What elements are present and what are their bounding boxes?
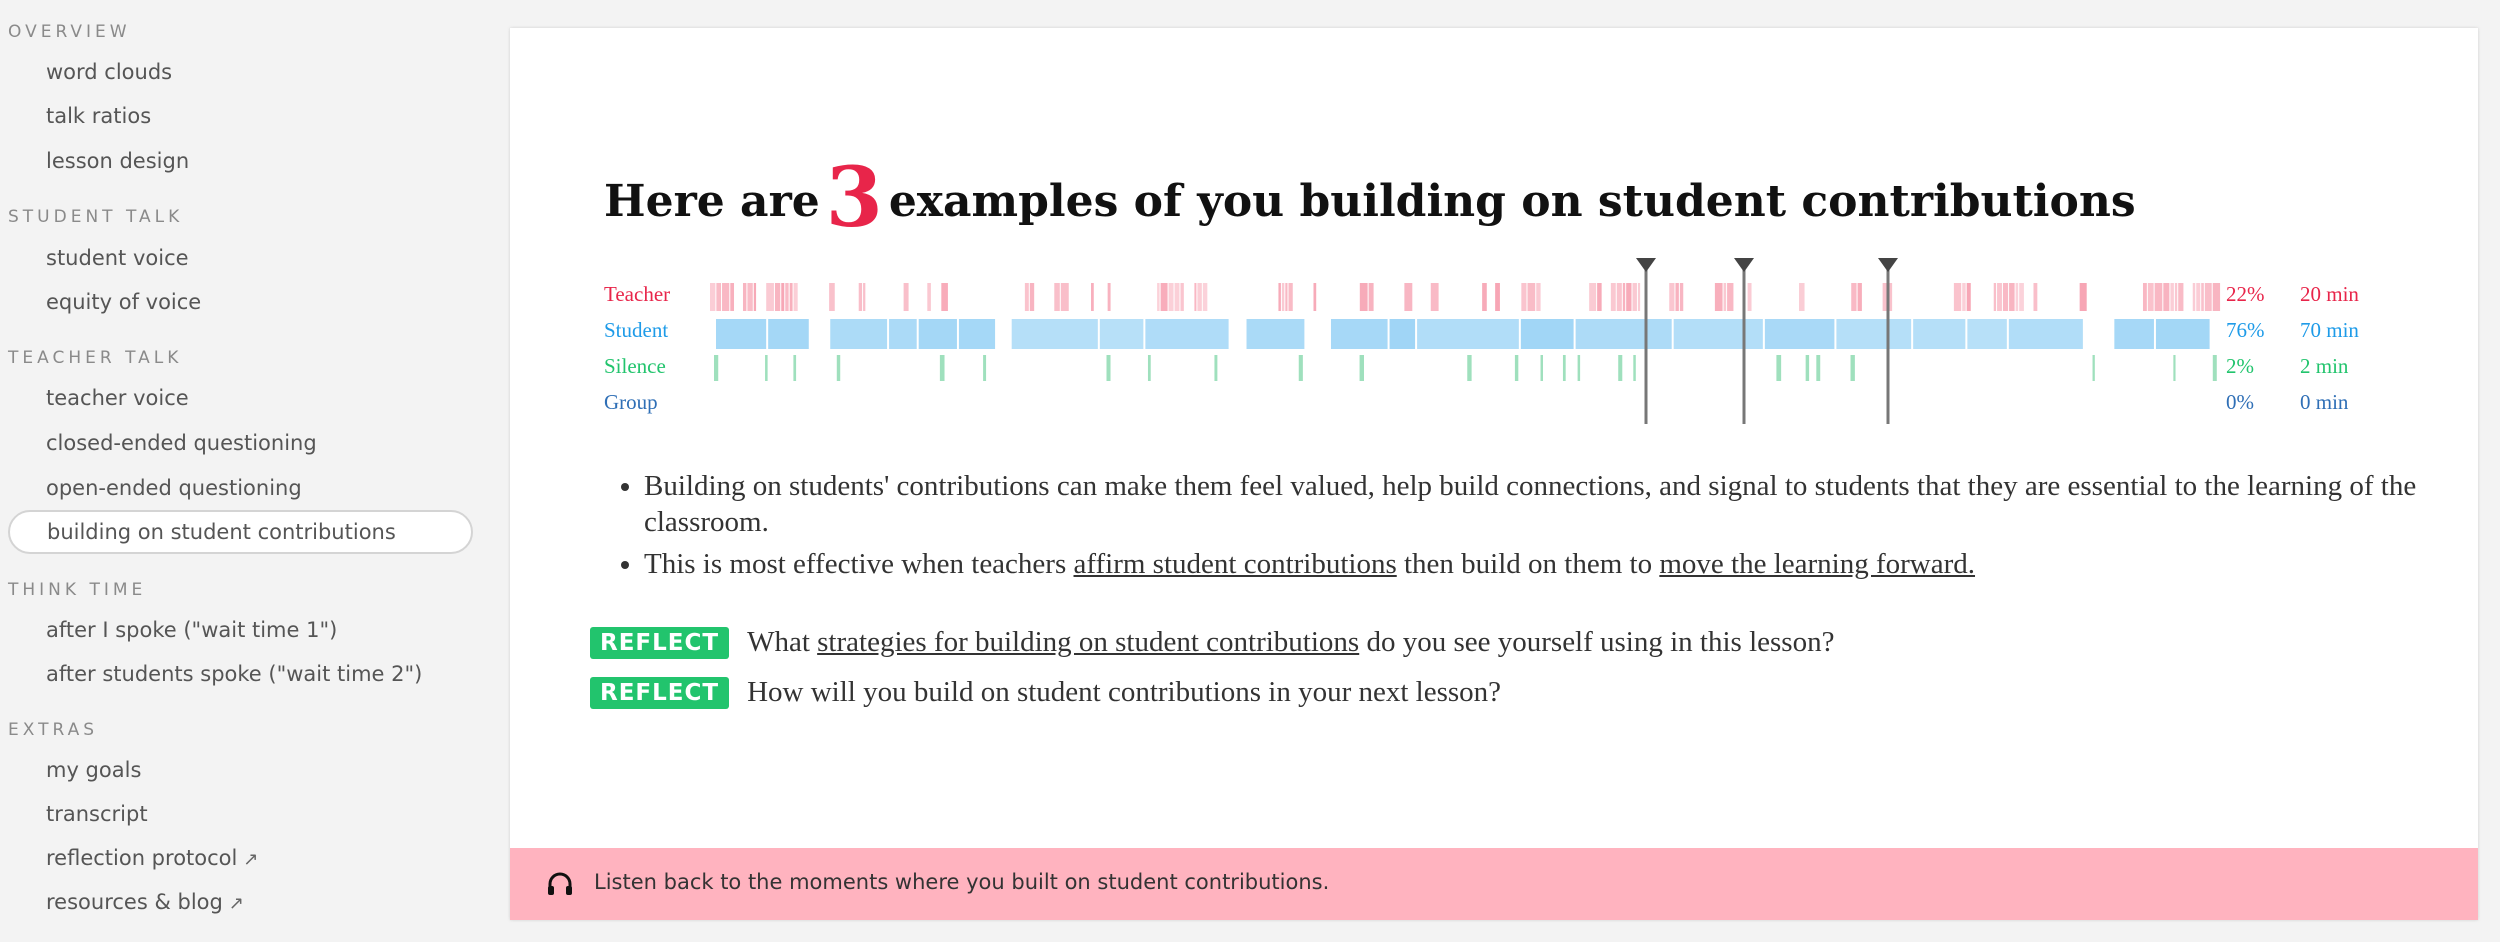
reflect-question-1 (590, 626, 1834, 659)
student-talk-segment (768, 319, 809, 349)
silence-segment (1360, 355, 1364, 381)
teacher-talk-segment (2205, 283, 2212, 311)
silence-segment (1563, 355, 1566, 381)
teacher-talk-segment (1482, 283, 1487, 311)
teacher-talk-segment (1157, 283, 1159, 311)
teacher-talk-segment (1161, 283, 1168, 311)
bullet-text: then build on them to (1396, 548, 1660, 580)
reflect-question-2 (590, 676, 1501, 709)
teacher-talk-segment (904, 283, 909, 311)
teacher-talk-segment (1360, 283, 1368, 311)
teacher-talk-segment (941, 283, 948, 311)
silence-segment (1633, 355, 1635, 381)
teacher-talk-segment (2170, 283, 2173, 311)
headline-suffix: examples of you building on student contributions (888, 176, 2136, 227)
section-title-teacher-talk: TEACHER TALK (8, 348, 183, 368)
silence-segment (2213, 355, 2217, 381)
reflect-badge: REFLECT (590, 627, 729, 659)
teacher-talk-segment (863, 283, 865, 311)
teacher-talk-segment (1889, 283, 1892, 311)
teacher-talk-segment (794, 283, 798, 311)
student-talk-segment (2114, 319, 2154, 349)
sidebar-item-reflection-protocol[interactable] (46, 846, 258, 870)
teacher-talk-segment (2009, 283, 2015, 311)
teacher-talk-segment (1285, 283, 1287, 311)
teacher-talk-segment (2143, 283, 2147, 311)
teacher-percent: 22% (2226, 282, 2265, 306)
silence-segment (793, 355, 796, 381)
teacher-talk-segment (747, 283, 752, 311)
teacher-talk-segment (766, 283, 774, 311)
student-talk-segment (1576, 319, 1672, 349)
sidebar-item-word-clouds[interactable]: word clouds (46, 60, 173, 84)
sidebar-item-resources-blog[interactable] (46, 890, 244, 914)
teacher-talk-segment (1203, 283, 1207, 311)
sidebar-item-my-goals[interactable]: my goals (46, 758, 142, 782)
teacher-talk-segment (1495, 283, 1500, 311)
teacher-talk-segment (1197, 283, 1201, 311)
timeline-label-teacher: Teacher (604, 282, 671, 306)
sidebar-item-label: resources & blog (46, 890, 223, 914)
teacher-talk-segment (1091, 283, 1094, 311)
teacher-talk-segment (1527, 283, 1535, 311)
teacher-talk-segment (790, 283, 793, 311)
silence-segment (1541, 355, 1543, 381)
timeline-label-group: Group (604, 390, 658, 414)
student-talk-segment (1674, 319, 1763, 349)
teacher-talk-segment (743, 283, 746, 311)
teacher-talk-segment (2193, 283, 2195, 311)
group-duration: 0 min (2300, 390, 2349, 414)
teacher-talk-segment (1799, 283, 1805, 311)
bullet-item (644, 546, 2484, 582)
sidebar (0, 0, 490, 942)
teacher-talk-segment (1597, 283, 1602, 311)
student-talk-segment (1967, 319, 2006, 349)
timeline-bars (510, 28, 2478, 448)
teacher-talk-segment (1536, 283, 1540, 311)
teacher-talk-segment (1108, 283, 1111, 311)
sidebar-item-talk-ratios[interactable]: talk ratios (46, 104, 152, 128)
listen-back-bar[interactable] (510, 848, 2478, 920)
silence-segment (1618, 355, 1622, 381)
listen-back-text: Listen back to the moments where you built on student contributions. (594, 870, 1330, 894)
teacher-talk-segment (1589, 283, 1596, 311)
student-talk-segment (2156, 319, 2210, 349)
teacher-talk-segment (2213, 283, 2220, 311)
bullet-text: This is most effective when teachers (644, 548, 1074, 580)
teacher-talk-segment (2201, 283, 2204, 311)
student-talk-segment (1390, 319, 1416, 349)
headphones-icon (546, 872, 574, 896)
teacher-talk-segment (2019, 283, 2024, 311)
sidebar-item-equity-of-voice[interactable]: equity of voice (46, 290, 202, 314)
teacher-talk-segment (1858, 283, 1862, 311)
teacher-talk-segment (1967, 283, 1971, 311)
student-talk-segment (1100, 319, 1144, 349)
student-talk-segment (1331, 319, 1388, 349)
section-title-extras: EXTRAS (8, 720, 99, 740)
student-talk-segment (1913, 319, 1965, 349)
section-title-overview: OVERVIEW (8, 22, 131, 42)
teacher-talk-segment (1851, 283, 1856, 311)
teacher-talk-segment (1278, 283, 1280, 311)
student-talk-segment (919, 319, 957, 349)
sidebar-item-closed-ended-questioning[interactable]: closed-ended questioning (46, 431, 317, 455)
student-percent: 76% (2226, 318, 2265, 342)
silence-segment (1299, 355, 1303, 381)
teacher-talk-segment (785, 283, 788, 311)
silence-percent: 2% (2226, 354, 2254, 378)
silence-segment (1578, 355, 1581, 381)
sidebar-item-student-voice[interactable]: student voice (46, 246, 189, 270)
silence-segment (1776, 355, 1781, 381)
main-card (510, 28, 2478, 920)
silence-segment (1148, 355, 1151, 381)
teacher-talk-segment (2178, 283, 2183, 311)
teacher-talk-segment (1994, 283, 1996, 311)
teacher-talk-segment (1617, 283, 1622, 311)
teacher-talk-segment (1054, 283, 1060, 311)
teacher-talk-segment (1715, 283, 1723, 311)
teacher-talk-segment (775, 283, 780, 311)
student-talk-segment (1521, 319, 1574, 349)
student-talk-segment (1247, 319, 1305, 349)
sidebar-item-transcript[interactable]: transcript (46, 802, 148, 826)
student-talk-segment (959, 319, 995, 349)
reflect-text-part: What (747, 626, 818, 658)
silence-segment (765, 355, 768, 381)
sidebar-item-wait-time-1[interactable]: after I spoke ("wait time 1") (46, 618, 338, 642)
student-talk-segment (1145, 319, 1228, 349)
teacher-talk-segment (2196, 283, 2200, 311)
silence-segment (1515, 355, 1518, 381)
teacher-talk-segment (1521, 283, 1526, 311)
timeline-label-silence: Silence (604, 354, 666, 378)
teacher-talk-segment (2163, 283, 2169, 311)
group-percent: 0% (2226, 390, 2254, 414)
teacher-talk-segment (1727, 283, 1733, 311)
student-talk-segment (889, 319, 917, 349)
student-talk-segment (1836, 319, 1911, 349)
teacher-talk-segment (859, 283, 862, 311)
teacher-talk-segment (1431, 283, 1439, 311)
teacher-talk-segment (1288, 283, 1292, 311)
teacher-talk-segment (1997, 283, 2002, 311)
teacher-talk-segment (2003, 283, 2008, 311)
teacher-talk-segment (829, 283, 835, 311)
teacher-talk-segment (2033, 283, 2037, 311)
teacher-talk-segment (722, 283, 729, 311)
silence-segment (1806, 355, 1809, 381)
teacher-talk-segment (1369, 283, 1374, 311)
silence-segment (1106, 355, 1110, 381)
timeline-label-student: Student (604, 318, 669, 342)
reflect-badge: REFLECT (590, 677, 729, 709)
sidebar-item-lesson-design[interactable]: lesson design (46, 149, 190, 173)
section-title-student-talk: STUDENT TALK (8, 207, 184, 227)
teacher-talk-segment (1061, 283, 1069, 311)
sidebar-item-building-on-student-contributions[interactable]: building on student contributions (8, 510, 473, 554)
teacher-talk-segment (1680, 283, 1683, 311)
teacher-talk-segment (730, 283, 734, 311)
reflect-text-part: do you see yourself using in this lesson? (1359, 626, 1835, 658)
teacher-talk-segment (1675, 283, 1678, 311)
teacher-talk-segment (2016, 283, 2019, 311)
silence-segment (2173, 355, 2175, 381)
student-talk-segment (1417, 319, 1519, 349)
teacher-talk-segment (1962, 283, 1965, 311)
teacher-talk-segment (927, 283, 931, 311)
headline-prefix: Here are (604, 176, 820, 227)
teacher-talk-segment (716, 283, 721, 311)
student-talk-segment (1765, 319, 1835, 349)
silence-segment (1467, 355, 1471, 381)
silence-segment (837, 355, 840, 381)
student-talk-segment (716, 319, 766, 349)
silence-segment (1851, 355, 1855, 381)
affirm-contributions-link[interactable]: affirm student contributions (1073, 548, 1397, 580)
teacher-talk-segment (2175, 283, 2177, 311)
teacher-talk-segment (1669, 283, 1674, 311)
sidebar-item-teacher-voice[interactable]: teacher voice (46, 386, 189, 410)
teacher-talk-segment (2080, 283, 2087, 311)
teacher-talk-segment (1626, 283, 1631, 311)
sidebar-item-open-ended-questioning[interactable]: open-ended questioning (46, 476, 302, 500)
teacher-talk-segment (1954, 283, 1961, 311)
teacher-talk-segment (1404, 283, 1412, 311)
reflect-text (747, 626, 1834, 658)
teacher-talk-segment (710, 283, 715, 311)
student-talk-segment (2009, 319, 2083, 349)
sidebar-item-wait-time-2[interactable]: after students spoke ("wait time 2") (46, 662, 423, 686)
teacher-talk-segment (1169, 283, 1174, 311)
silence-segment (1816, 355, 1820, 381)
silence-segment (1214, 355, 1217, 381)
move-learning-forward-link[interactable]: move the learning forward. (1659, 548, 1976, 580)
teacher-talk-segment (1313, 283, 1316, 311)
teacher-talk-segment (1025, 283, 1029, 311)
silence-segment (940, 355, 945, 381)
teacher-talk-segment (1194, 283, 1196, 311)
teacher-talk-segment (1282, 283, 1284, 311)
bullet-item: • Building on students' contributions can make them feel valued, help build connections, and signal to students that they are essential to the learning of the classroom. (644, 468, 2484, 540)
reflect-text: How will you build on student contributions in your next lesson? (747, 676, 1502, 708)
teacher-talk-segment (1180, 283, 1183, 311)
silence-segment (983, 355, 986, 381)
external-link-icon: ↗ (228, 893, 244, 914)
teacher-talk-segment (1724, 283, 1727, 311)
teacher-talk-segment (1633, 283, 1637, 311)
teacher-talk-segment (1638, 283, 1640, 311)
sidebar-item-label: reflection protocol (46, 846, 238, 870)
teacher-talk-segment (1030, 283, 1034, 311)
strategies-link[interactable]: strategies for building on student contributions (817, 626, 1360, 658)
example-count: 3 (825, 150, 883, 246)
student-talk-segment (1012, 319, 1098, 349)
teacher-talk-segment (1748, 283, 1752, 311)
silence-segment (2093, 355, 2095, 381)
silence-duration: 2 min (2300, 354, 2349, 378)
teacher-talk-segment (781, 283, 784, 311)
teacher-talk-segment (1623, 283, 1625, 311)
teacher-talk-segment (1611, 283, 1616, 311)
silence-segment (714, 355, 718, 381)
section-title-think-time: THINK TIME (8, 580, 147, 600)
teacher-duration: 20 min (2300, 282, 2359, 306)
teacher-talk-segment (754, 283, 756, 311)
teacher-talk-segment (1175, 283, 1180, 311)
teacher-talk-segment (2155, 283, 2163, 311)
info-bullets (604, 468, 2484, 588)
teacher-talk-segment (2148, 283, 2154, 311)
student-duration: 70 min (2300, 318, 2359, 342)
external-link-icon: ↗ (243, 849, 259, 870)
student-talk-segment (830, 319, 887, 349)
